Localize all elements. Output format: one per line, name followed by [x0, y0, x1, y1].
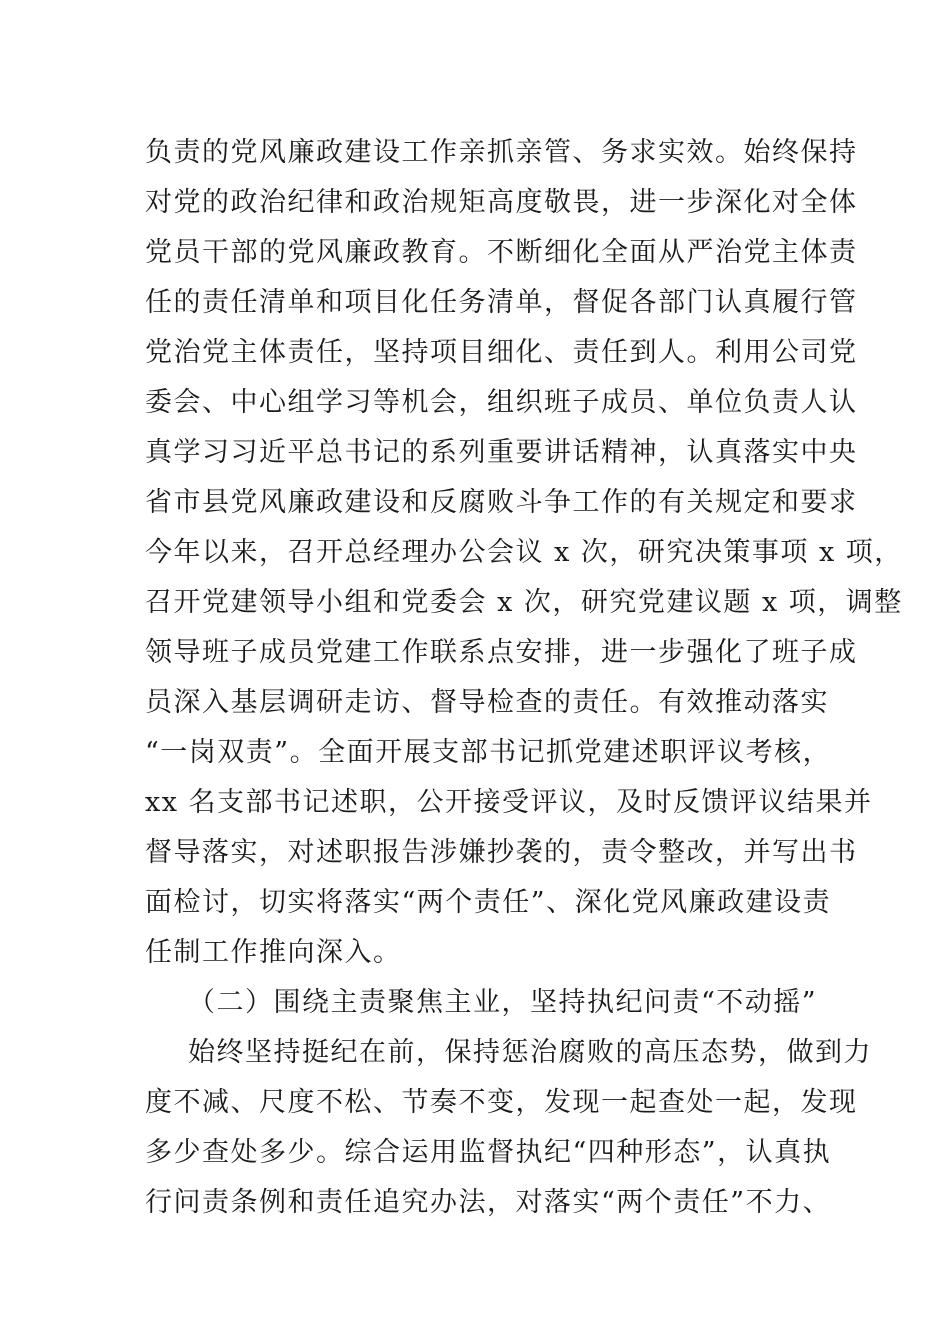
- body-text-line: 多少查处多少。综合运用监督执纪“四种形态”，认真执: [145, 1137, 832, 1168]
- body-text-line: 负责的党风廉政建设工作亲抓亲管、务求实效。始终保持: [145, 137, 858, 168]
- body-text-line: 面检讨，切实将落实“两个责任”、深化党风廉政建设责: [145, 887, 832, 918]
- body-text-line: 任的责任清单和项目化任务清单，督促各部门认真履行管: [145, 287, 858, 318]
- body-text-line: 委会、中心组学习等机会，组织班子成员、单位负责人认: [145, 387, 858, 418]
- body-text-line: 度不减、尺度不松、节奏不变，发现一起查处一起，发现: [145, 1087, 858, 1118]
- body-text-line: 始终坚持挺纪在前，保持惩治腐败的高压态势，做到力: [188, 1037, 872, 1068]
- body-text-line: 党员干部的党风廉政教育。不断细化全面从严治党主体责: [145, 237, 858, 268]
- body-text-line: 真学习习近平总书记的系列重要讲话精神，认真落实中央: [145, 437, 858, 468]
- body-text-line: 督导落实，对述职报告涉嫌抄袭的，责令整改，并写出书: [145, 837, 858, 868]
- body-text-line: xx 名支部书记述职，公开接受评议，及时反馈评议结果并: [145, 787, 873, 818]
- body-text-line: 召开党建领导小组和党委会 x 次，研究党建议题 x 项，调整: [145, 587, 903, 618]
- body-text-line: 今年以来，召开总经理办公会议 x 次，研究决策事项 x 项，: [145, 537, 903, 568]
- body-text-line: 对党的政治纪律和政治规矩高度敬畏，进一步深化对全体: [145, 187, 858, 218]
- body-text-line: 党治党主体责任，坚持项目细化、责任到人。利用公司党: [145, 337, 858, 368]
- body-text-line: “一岗双责”。全面开展支部书记抓党建述职评议考核，: [145, 737, 832, 768]
- body-text-line: 任制工作推向深入。: [145, 937, 402, 968]
- body-text-line: 省市县党风廉政建设和反腐败斗争工作的有关规定和要求: [145, 487, 858, 518]
- body-text-line: 行问责条例和责任追究办法，对落实“两个责任”不力、: [145, 1187, 832, 1218]
- body-text-line: 员深入基层调研走访、督导检查的责任。有效推动落实: [145, 687, 829, 718]
- body-text-line: 领导班子成员党建工作联系点安排，进一步强化了班子成: [145, 637, 858, 668]
- section-heading: （二）围绕主责聚焦主业，坚持执纪问责“不动摇”: [188, 987, 818, 1018]
